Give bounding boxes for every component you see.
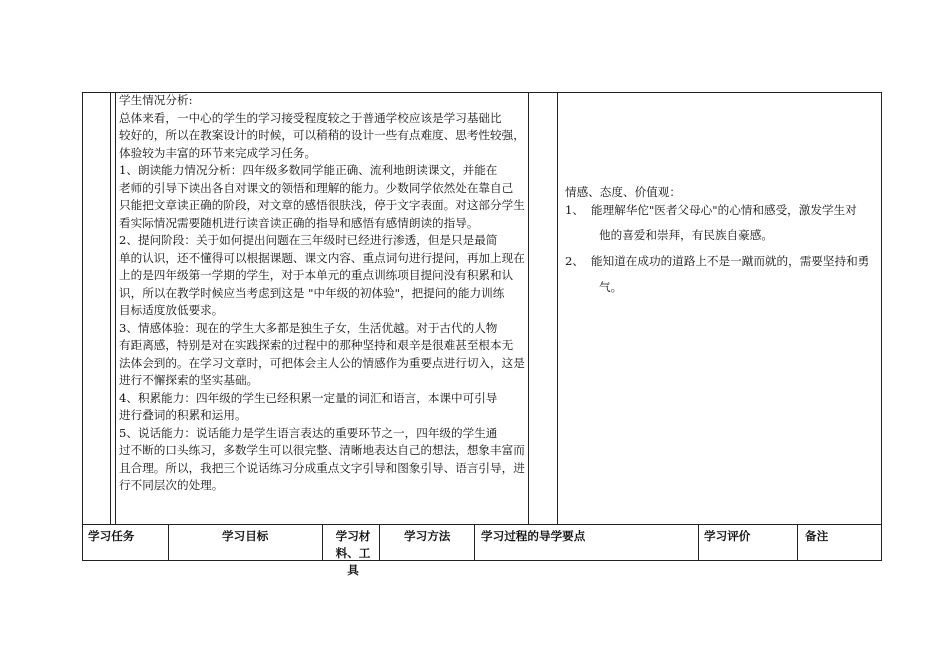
goals-heading: 情感、态度、价值观： (565, 185, 681, 199)
analysis-line: 2、提问阶段：关于如何提出问题在三年级时已经进行渗透，但是只是最简 (119, 233, 498, 247)
analysis-line: 体验较为丰富的环节来完成学习任务。 (119, 145, 317, 160)
goals-cell (562, 0, 880, 520)
analysis-line: 只能把文章读正确的阶段，对文章的感悟很肤浅，停于文字表面。对这部分学生 (119, 198, 525, 212)
analysis-line: 目标适度放低要求。 (119, 303, 224, 317)
header-evaluation: 学习评价 (704, 529, 751, 543)
analysis-line: 行不同层次的处理。 (119, 478, 224, 492)
analysis-line: 较好的，所以在教案设计的时候，可以稍稍的设计一些有点难度、思考性较强， (119, 128, 525, 142)
analysis-line: 过不断的口头练习，多数学生可以很完整、清晰地表达自己的想法，想象丰富而 (119, 443, 525, 457)
analysis-line: 4、积累能力：四年级的学生已经积累一定量的词汇和语言，本课中可引导 (119, 390, 498, 405)
goal-item-2-text-cont: 气。 (599, 280, 623, 294)
header-remarks: 备注 (805, 529, 829, 543)
header-col-divider-4 (474, 524, 475, 561)
upper-col-divider-4 (557, 92, 558, 524)
table-right-border (881, 92, 882, 561)
analysis-line: 上的是四年级第一学期的学生，对于本单元的重点训练项目提问没有积累和认 (119, 268, 514, 282)
student-analysis-cell (119, 92, 525, 495)
analysis-line: 总体来看，一中心的学生的学习接受程度较之于普通学校应该是学习基础比 (119, 110, 502, 125)
header-row-top-border (82, 524, 882, 525)
goal-item-1-number: 1、 (565, 203, 584, 217)
goal-item-2-number: 2、 (565, 254, 584, 268)
analysis-line: 且合理。所以，我把三个说话练习分成重点文字引导和图象引导、语言引导，进 (119, 460, 525, 475)
analysis-line: 看实际情况需要随机进行读音读正确的指导和感悟有感情朗读的指导。 (119, 215, 479, 230)
goal-item-1-text: 能理解华佗"医者父母心"的心情和感受，激发学生对 (591, 203, 857, 217)
analysis-line: 3、情感体验：现在的学生大多都是独生子女，生活优越。对于古代的人物 (119, 320, 498, 335)
table-left-border (82, 92, 83, 561)
header-col-divider-5 (698, 524, 699, 561)
analysis-line: 识，所以在教学时候应当考虑到这是 "中年级的初体验"，把提问的能力训练 (119, 285, 505, 300)
header-learning-method: 学习方法 (404, 529, 451, 543)
analysis-line: 法体会到的。在学习文章时，可把体会主人公的情感作为重要点进行切入，这是 (119, 355, 525, 370)
goal-item-1-text-cont: 他的喜爱和崇拜，有民族自豪感。 (599, 228, 773, 242)
header-row-bottom-border (82, 560, 882, 561)
analysis-line: 1、朗读能力情况分析：四年级多数同学能正确、流利地朗读课文，并能在 (119, 163, 498, 177)
header-materials (330, 528, 376, 579)
upper-col-divider-1 (110, 92, 111, 524)
analysis-line: 老师的引导下读出各自对课文的领悟和理解的能力。少数同学依然处在靠自己 (119, 180, 514, 195)
header-materials-line1: 学习材 (335, 529, 371, 543)
goal-item-2-text: 能知道在成功的道路上不是一蹴而就的，需要坚持和勇 (591, 254, 870, 268)
analysis-line: 进行叠词的积累和运用。 (119, 408, 247, 422)
student-analysis-title: 学生情况分析: (119, 93, 193, 107)
header-col-divider-6 (797, 524, 798, 561)
analysis-line: 5、说话能力：说话能力是学生语言表达的重要环节之一，四年级的学生通 (119, 425, 498, 440)
upper-col-divider-2 (115, 92, 116, 524)
analysis-line: 进行不懈探索的坚实基础。 (119, 373, 259, 387)
upper-col-divider-3 (528, 92, 529, 524)
header-learning-goal: 学习目标 (222, 529, 269, 543)
header-col-divider-1 (168, 524, 169, 561)
header-materials-line2: 料、工具 (335, 546, 371, 577)
analysis-line: 有距离感，特别是对在实践探索的过程中的那种坚持和艰辛是很难甚至根本无 (119, 338, 514, 352)
header-col-divider-3 (379, 524, 380, 561)
header-guidance-points: 学习过程的导学要点 (481, 529, 586, 543)
header-learning-task: 学习任务 (88, 529, 135, 543)
analysis-line: 单的认识，还不懂得可以根据课题、课文内容、重点词句进行提问，再加上现在 (119, 250, 525, 265)
header-col-divider-2 (322, 524, 323, 561)
